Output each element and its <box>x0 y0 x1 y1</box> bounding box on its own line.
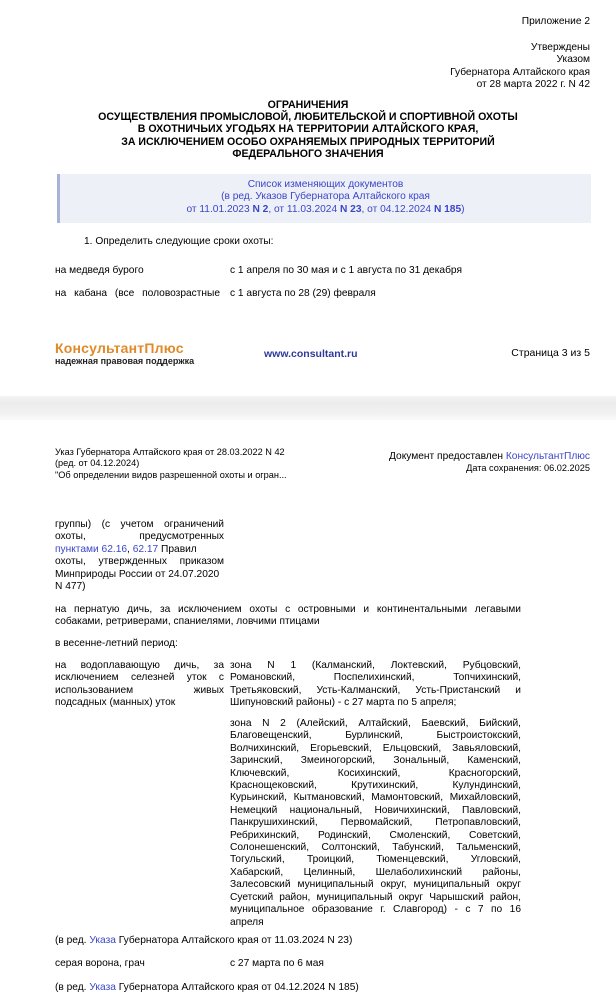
text-line <box>55 531 224 543</box>
boar-label-continued <box>55 519 224 593</box>
text-line: Волчихинский, Егорьевский, Ельцовский, Завьяловский, <box>230 742 521 754</box>
site-link[interactable]: www.consultant.ru <box>264 348 358 360</box>
text-line: Заринский, Змеиногорский, Зональный, Каменский, <box>230 755 521 767</box>
text-line: зона N 2 (Алейский, Алтайский, Баевский, Бийский, <box>230 718 521 729</box>
text-line: Панкрушихинский, Первомайский, Петропавловский, <box>230 817 521 829</box>
clause-1: 1. Определить следующие сроки охоты: <box>84 236 274 247</box>
crow-label: серая ворона, грач <box>55 958 145 969</box>
approval-line: Указом <box>556 54 590 66</box>
decree-link[interactable]: Указа <box>89 935 116 946</box>
amendments-line <box>60 204 591 216</box>
document-title <box>40 99 576 160</box>
amendment-text: , от 11.03.2024 <box>268 203 340 215</box>
approval-line: от 28 марта 2022 г. N 42 <box>476 79 590 91</box>
consultant-logo <box>55 340 194 366</box>
text-line: Суетский район, муниципальный округ Чарышский район, <box>230 891 521 903</box>
edition-text: Губернатора Алтайского края от 04.12.2024 N 185) <box>115 982 359 993</box>
amendments-box <box>57 174 591 223</box>
text-line: Третьяковский, Усть-Калманский, Усть-Пристанский и <box>230 684 521 696</box>
approval-line: Губернатора Алтайского края <box>450 66 590 78</box>
text-line: Немецкий национальный, Новичихинский, Павловский, <box>230 804 521 816</box>
amendment-text: от 11.01.2023 <box>186 203 253 215</box>
header-line: "Об определении видов разрешенной охоты и огран... <box>55 469 287 480</box>
provider-link[interactable]: КонсультантПлюс <box>505 451 590 462</box>
amendments-line: (в ред. Указов Губернатора Алтайского края <box>221 191 430 203</box>
text-line: муниципальное образование г. Славгород) - с 7 по 16 <box>230 904 521 916</box>
crow-period: с 27 марта по 6 мая <box>230 958 324 969</box>
text-line: апреля <box>230 916 264 928</box>
provided-by <box>330 451 590 463</box>
text-line: Благовещенский, Бурлинский, Быстроистокский, <box>230 730 521 742</box>
decree-link[interactable]: Указа <box>89 982 116 993</box>
text-line: Тогульский, Троицкий, Тюменцевский, Угловский, <box>230 854 521 866</box>
text-line: охоты, утвержденных приказом <box>55 556 224 568</box>
text-line: Залесовский муниципальный округ, муниципальный округ <box>230 879 521 891</box>
edition-text: (в ред. <box>55 935 90 946</box>
saved-date: Дата сохранения: 06.02.2025 <box>466 463 590 473</box>
amendment-text: , от 04.12.2024 <box>361 203 434 215</box>
zone-2 <box>230 718 521 929</box>
title-line: ЗА ИСКЛЮЧЕНИЕМ ОСОБО ОХРАНЯЕМЫХ ПРИРОДНЫХ ТЕРРИТОРИЙ <box>121 135 495 148</box>
text-line: Ребрихинский, Родинский, Смоленский, Советский, <box>230 829 521 841</box>
text-line <box>55 544 224 556</box>
edition-text: (в ред. <box>55 982 90 993</box>
text-word: , <box>127 543 133 555</box>
edition-text: Губернатора Алтайского края от 11.03.2024 N 23) <box>115 935 353 946</box>
text-line: подсадных (манных) уток <box>55 697 176 709</box>
text-line: Шипуновский районы) - с 27 марта по 5 апреля; <box>230 697 457 709</box>
approval-block <box>330 42 590 92</box>
title-line: ОГРАНИЧЕНИЯ <box>267 99 349 111</box>
bear-period: с 1 апреля по 30 мая и с 1 августа по 31 декабря <box>230 265 462 276</box>
bear-label: на медведя бурого <box>55 265 144 276</box>
title-line: ФЕДЕРАЛЬНОГО ЗНАЧЕНИЯ <box>232 147 384 160</box>
rules-link[interactable]: 62.17 <box>132 543 159 555</box>
text-line: группы) (с учетом ограничений <box>55 519 224 530</box>
text-word: Правил <box>158 543 197 555</box>
header-line: Указ Губернатора Алтайского края от 28.03.2022 N 42 <box>55 447 285 457</box>
boar-label: на кабана (все половозрастные <box>55 288 221 299</box>
text-line: Романовский, Поспелихинский, Топчихинский, <box>230 672 521 684</box>
amendments-heading: Список изменяющих документов <box>247 179 404 190</box>
provided-by-text: Документ предоставлен <box>389 451 506 462</box>
spring-summer-heading: в весенне-летний период: <box>55 638 178 649</box>
amendment-link[interactable]: N 2 <box>252 203 269 215</box>
amendment-text: ) <box>461 203 465 215</box>
text-line: на пернатую дичь, за исключением охоты с островными и континентальными легавыми <box>55 604 521 615</box>
edition-note-2 <box>55 982 359 994</box>
text-line: собаками, ретриверами, спаниелями, ловчими птицами <box>55 616 320 628</box>
text-line: зона N 1 (Калманский, Локтевский, Рубцовский, <box>230 660 521 671</box>
running-header-left <box>55 447 355 481</box>
approval-line: Утверждены <box>530 42 590 53</box>
amendment-link[interactable]: N 23 <box>339 203 362 215</box>
text-line: исключением селезней уток с <box>55 672 224 684</box>
text-word: предусмотренных <box>139 531 224 543</box>
waterfowl-label <box>55 660 224 710</box>
brand-name: КонсультантПлюс <box>55 340 184 356</box>
text-line: N 477) <box>55 581 86 593</box>
appendix-label: Приложение 2 <box>521 16 590 27</box>
text-line: Ключевский, Косихинский, Красногорский, <box>230 767 521 779</box>
feathered-game <box>55 604 521 629</box>
page-separator <box>0 396 616 420</box>
text-line: Хабарский, Целинный, Шелаболихинский районы, <box>230 866 521 878</box>
text-line: Солонешенский, Солтонский, Табунский, Тальменский, <box>230 842 521 854</box>
text-line: использованием живых <box>55 684 224 696</box>
text-line: Краснощековский, Крутихинский, Кулундинский, <box>230 780 521 792</box>
amendment-link[interactable]: N 185 <box>433 203 462 215</box>
edition-note-1 <box>55 935 352 947</box>
text-word: охоты, <box>55 531 86 543</box>
page-counter: Страница 3 из 5 <box>511 347 590 359</box>
text-line: на водоплавающую дичь, за <box>55 660 224 671</box>
brand-tagline: надежная правовая поддержка <box>55 356 195 366</box>
text-line: Минприроды России от 24.07.2020 <box>55 568 220 580</box>
header-line: (ред. от 04.12.2024) <box>55 458 140 469</box>
title-line: В ОХОТНИЧЬИХ УГОДЬЯХ НА ТЕРРИТОРИИ АЛТАЙСКОГО КРАЯ, <box>137 123 479 136</box>
boar-period: с 1 августа по 28 (29) февраля <box>230 288 376 299</box>
rules-link[interactable]: пунктами 62.16 <box>55 543 128 555</box>
zone-1 <box>230 660 521 710</box>
title-line: ОСУЩЕСТВЛЕНИЯ ПРОМЫСЛОВОЙ, ЛЮБИТЕЛЬСКОЙ И СПОРТИВНОЙ ОХОТЫ <box>98 111 518 124</box>
text-line: Курьинский, Кытмановский, Мамонтовский, Михайловский, <box>230 792 521 804</box>
running-header-right <box>330 451 590 474</box>
